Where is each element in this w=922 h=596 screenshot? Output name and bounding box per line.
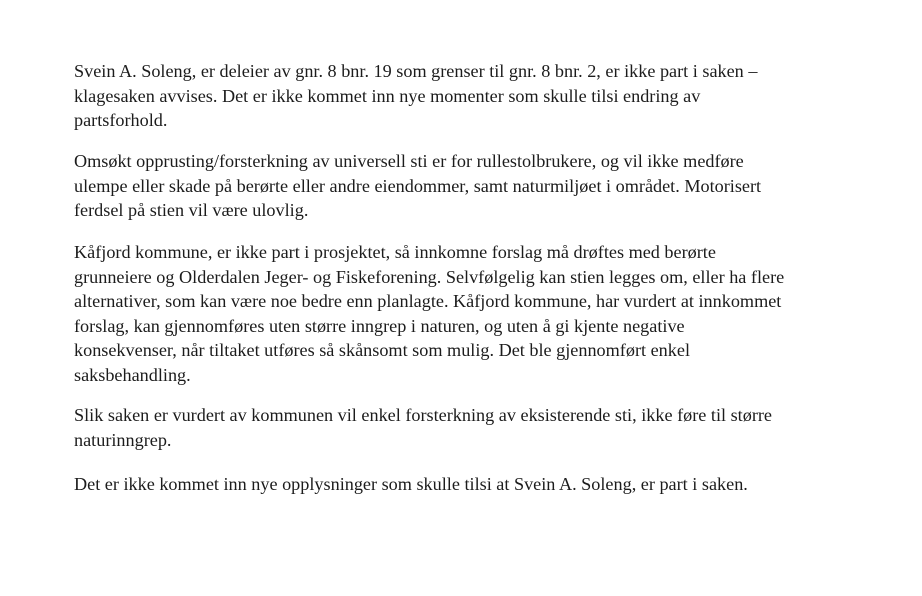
text-line: Kåfjord kommune, er ikke part i prosjektet, så innkomne forslag må drøftes med berørte	[74, 242, 716, 262]
text-line: naturinngrep.	[74, 429, 172, 450]
text-line: Slik saken er vurdert av kommunen vil enkel forsterkning av eksisterende sti, ikke føre til større	[74, 405, 773, 425]
text-line: saksbehandling.	[74, 364, 191, 385]
text-line: ferdsel på stien vil være ulovlig.	[74, 200, 309, 220]
paragraph-party-status	[74, 59, 874, 133]
text-line: ulempe eller skade på berørte eller andre eiendommer, samt naturmiljøet i området. Motorisert	[74, 175, 762, 196]
text-line: forslag, kan gjennomføres uten større inngrep i naturen, og uten å gi kjente negative	[74, 315, 685, 336]
text-line: klagesaken avvises. Det er ikke kommet inn nye momenter som skulle tilsi endring av	[74, 85, 701, 106]
paragraph-conclusion	[74, 472, 874, 497]
text-line: Omsøkt opprusting/forsterkning av universell sti er for rullestolbrukere, og vil ikke medføre	[74, 151, 744, 171]
text-line: konsekvenser, når tiltaket utføres så skånsomt som mulig. Det ble gjennomført enkel	[74, 340, 690, 360]
paragraph-assessment	[74, 403, 874, 452]
paragraph-trail-upgrade	[74, 149, 874, 223]
text-line: alternativer, som kan være noe bedre enn planlagte. Kåfjord kommune, har vurdert at innkommet	[74, 291, 782, 311]
text-line: partsforhold.	[74, 110, 168, 130]
paragraph-municipality-role	[74, 240, 874, 387]
text-line: Svein A. Soleng, er deleier av gnr. 8 bnr. 19 som grenser til gnr. 8 bnr. 2, er ikke part i saken –	[74, 61, 758, 81]
text-line: Det er ikke kommet inn nye opplysninger som skulle tilsi at Svein A. Soleng, er part i saken.	[74, 474, 748, 494]
text-line: grunneiere og Olderdalen Jeger- og Fiskeforening. Selvfølgelig kan stien legges om, eller ha flere	[74, 266, 785, 287]
